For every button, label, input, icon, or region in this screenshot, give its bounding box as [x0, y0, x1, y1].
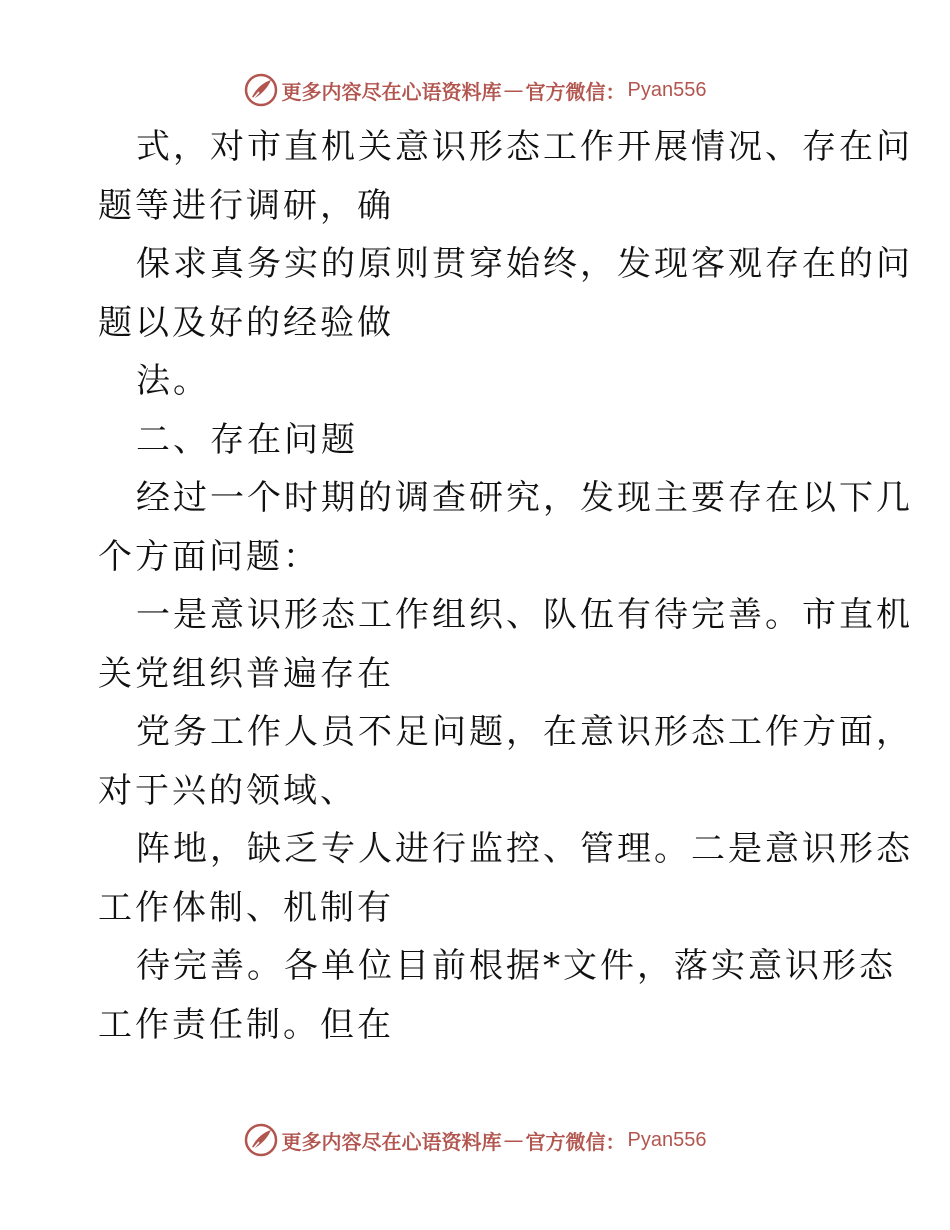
watermark-account: Pyan556 — [627, 1128, 707, 1151]
body-line: 工作责任制。但在 — [98, 1004, 394, 1045]
body-line: 一是意识形态工作组织、队伍有待完善。市直机 — [136, 595, 913, 635]
watermark-separator: — — [503, 78, 524, 102]
quill-logo-icon — [244, 73, 278, 107]
body-line: 经过一个时期的调查研究，发现主要存在以下几 — [136, 478, 913, 518]
watermark-label: 官方微信： — [525, 79, 626, 104]
watermark-site-text: 更多内容尽在心语资料库 — [281, 79, 502, 104]
section-heading: 二、存在问题 — [136, 419, 358, 460]
header-watermark — [0, 70, 950, 110]
body-line: 待完善。各单位目前根据*文件，落实意识形态 — [136, 946, 896, 986]
body-line: 党务工作人员不足问题，在意识形态工作方面， — [136, 712, 913, 752]
body-line: 法。 — [136, 361, 210, 401]
body-line: 题以及好的经验做 — [98, 302, 394, 343]
body-line: 题等进行调研，确 — [98, 185, 394, 226]
footer-watermark — [0, 1120, 950, 1160]
body-line: 关党组织普遍存在 — [98, 653, 394, 694]
body-line: 个方面问题： — [98, 536, 320, 577]
body-line: 阵地，缺乏专人进行监控、管理。二是意识形态 — [136, 829, 913, 869]
watermark-separator: — — [503, 1128, 524, 1152]
watermark-site-text: 更多内容尽在心语资料库 — [281, 1129, 502, 1154]
quill-logo-icon — [244, 1123, 278, 1157]
body-line: 工作体制、机制有 — [98, 887, 394, 928]
body-line: 保求真务实的原则贯穿始终，发现客观存在的问 — [136, 244, 913, 284]
document-body — [98, 118, 913, 1054]
body-line: 式，对市直机关意识形态工作开展情况、存在问 — [136, 127, 913, 167]
watermark-label: 官方微信： — [525, 1129, 626, 1154]
body-line: 对于兴的领域、 — [98, 770, 357, 811]
watermark-account: Pyan556 — [627, 78, 707, 101]
